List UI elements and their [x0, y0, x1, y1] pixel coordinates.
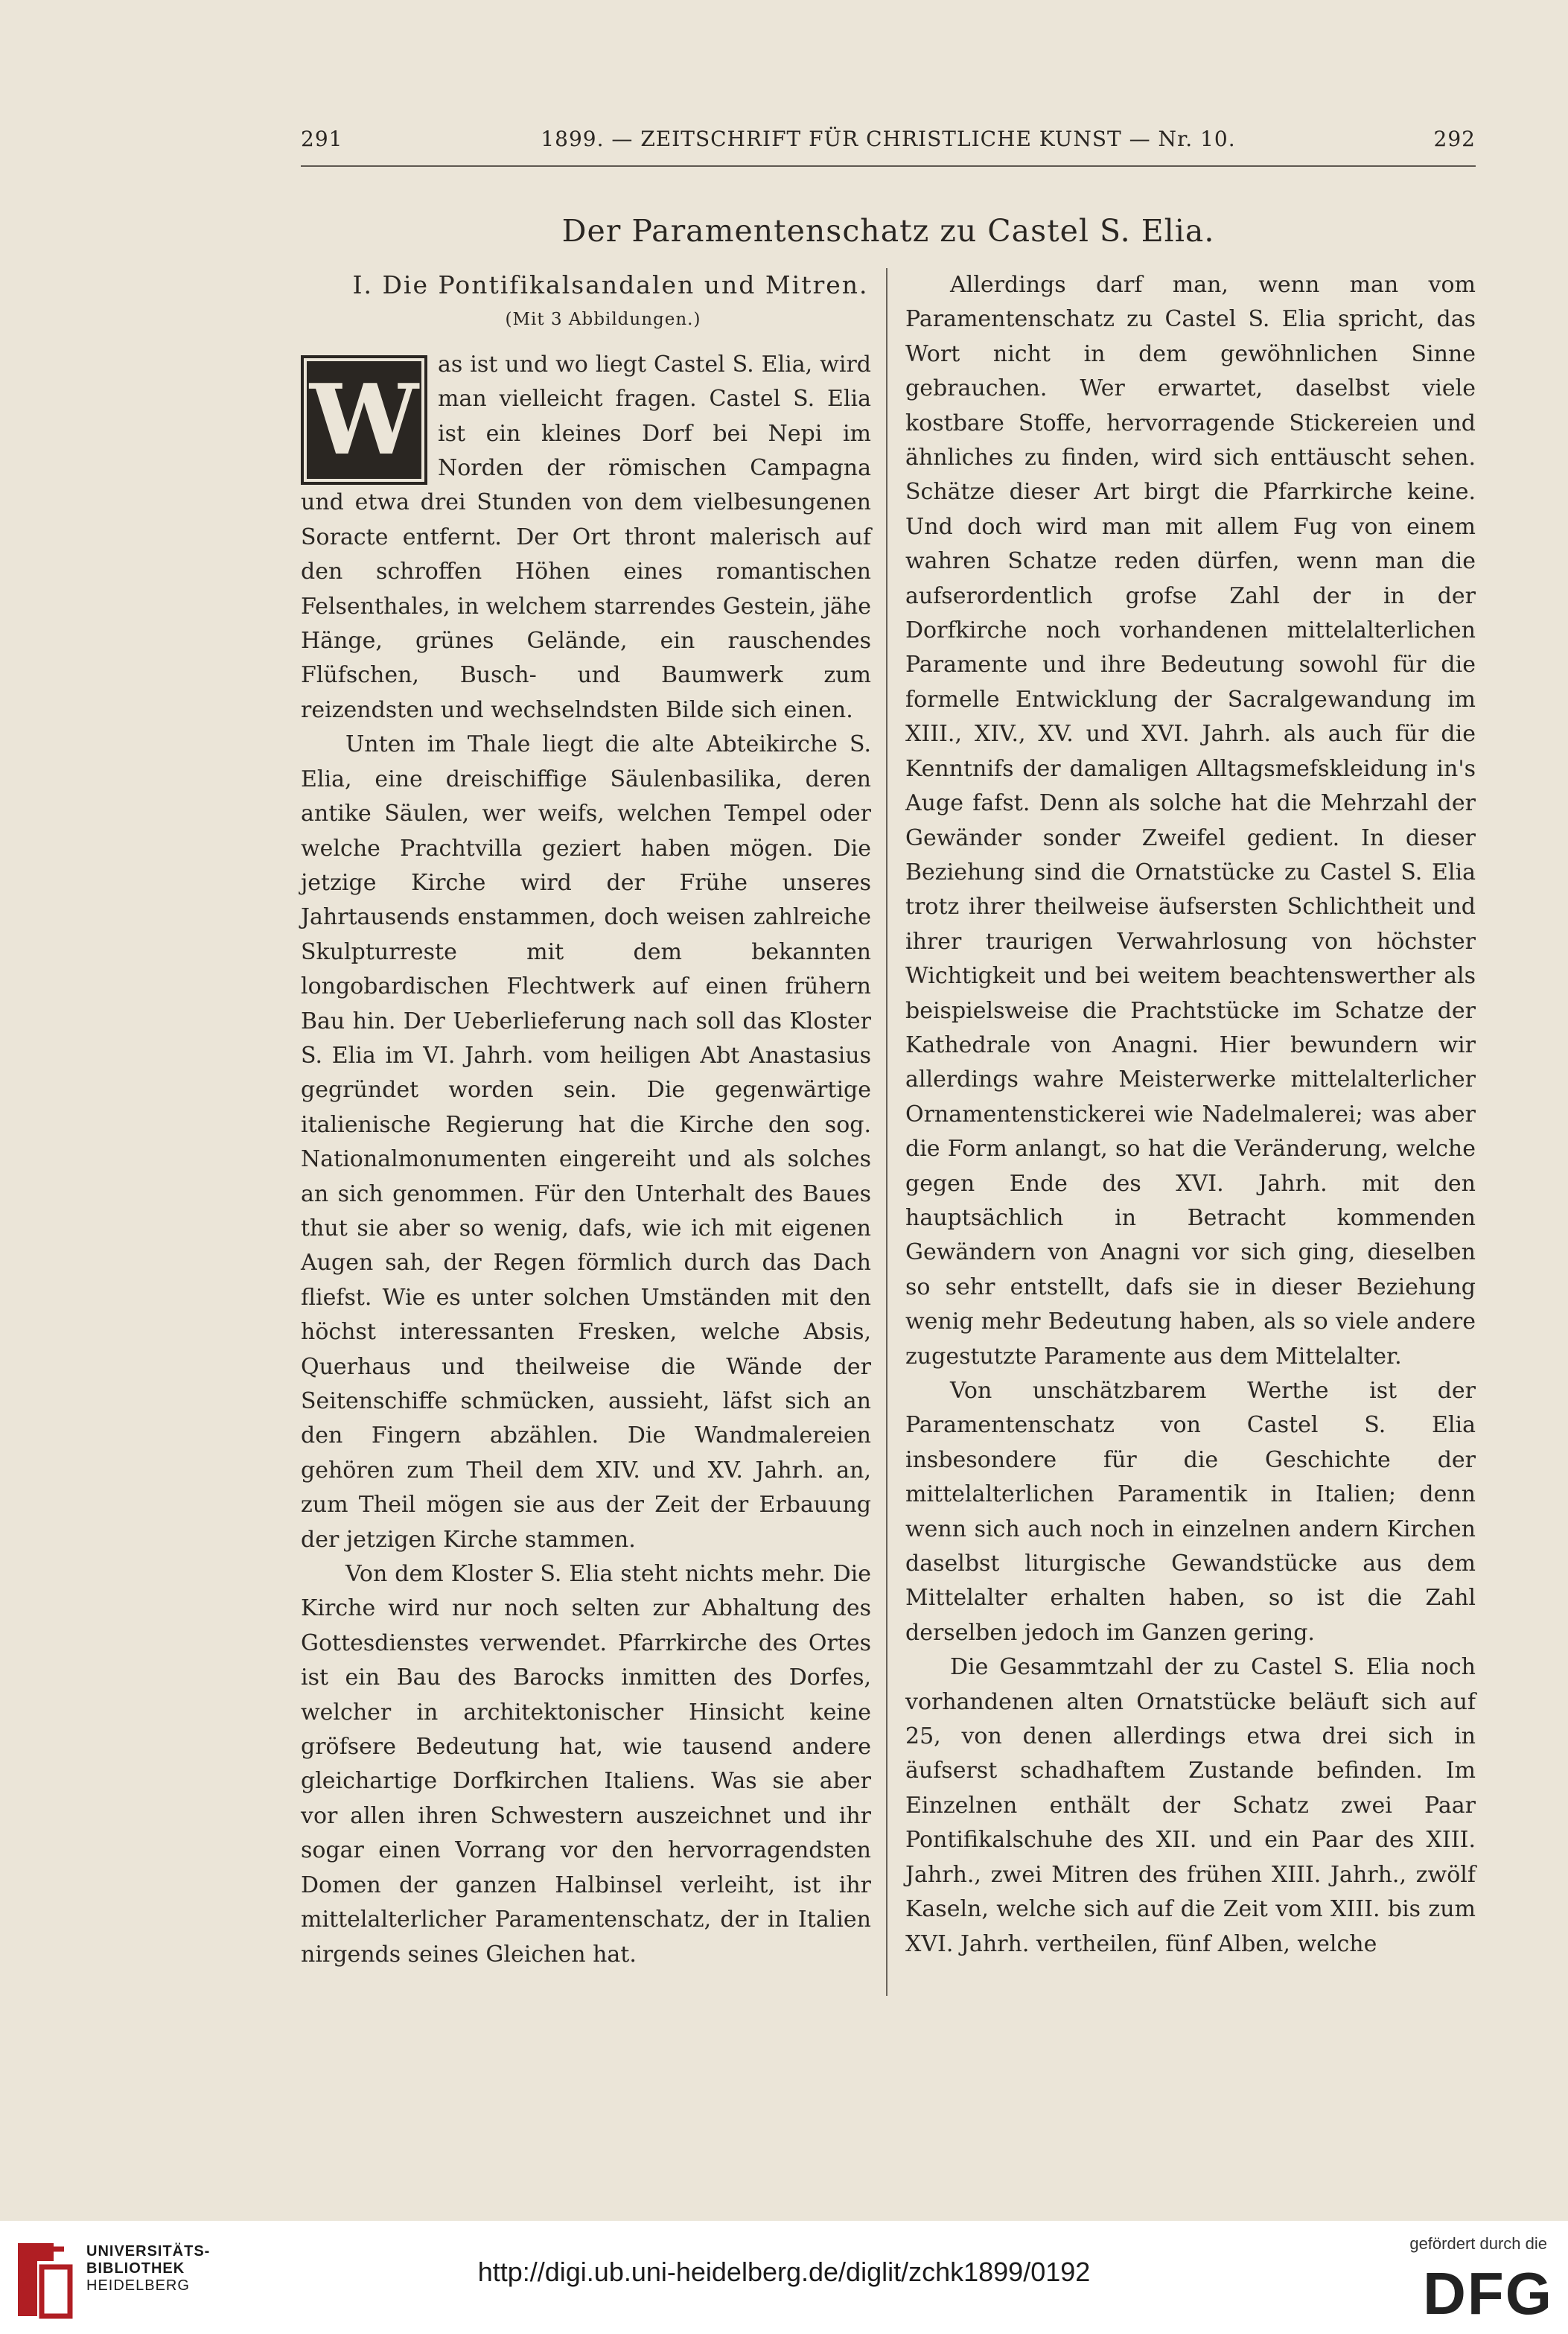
library-line: HEIDELBERG [86, 2277, 190, 2294]
dfg-logo: DFG [1423, 2260, 1553, 2327]
page-number-left: 291 [301, 127, 343, 151]
dropcap-ornament [301, 355, 427, 485]
right-column [905, 268, 1476, 1962]
paragraph: Von unschätzbarem Werthe ist der Paramentenschatz von Castel S. Elia insbesondere für die Geschichte der mittelalterlichen Paramentik in Italien; denn wenn sich auch noch in einzelnen andern Kirchen daselbst liturgische Gewandstücke aus dem Mittelalter erhalten haben, so ist die Zahl derselben jedoch im Ganzen gering. [905, 1378, 1476, 1646]
source-url-link[interactable]: http://digi.ub.uni-heidelberg.de/diglit/zchk1899/0192 [477, 2257, 1091, 2287]
library-line: BIBLIOTHEK [86, 2260, 185, 2277]
header-title: 1899. — ZEITSCHRIFT FÜR CHRISTLICHE KUNST — Nr. 10. [541, 127, 1236, 151]
paragraph: Unten im Thale liegt die alte Abteikirche S. Elia, eine dreischiffige Säulenbasilika, deren antike Säulen, wer weifs, welchen Tempel oder welche Prachtvilla geziert haben mögen. Die jetzige Kirche wird der Frühe unseres Jahrtausends enstammen, doch weisen zahlreiche Skulpturreste mit dem bekannten longobardischen Flechtwerk auf einen frühern Bau hin. Der Ueberlieferung nach soll das Kloster S. Elia im VI. Jahrh. vom heiligen Abt Anastasius gegründet worden sein. Die gegenwärtige italienische Regierung hat die Kirche den sog. Nationalmonumenten eingereiht und als solches an sich genommen. Für den Unterhalt des Baues thut sie aber so wenig, dafs, wie ich mit eigenen Augen sah, der Regen förmlich durch das Dach fliefst. Wie es unter solchen Umständen mit den höchst interessanten Fresken, welche Absis, Querhaus und theilweise die Wände der Seitenschiffe schmücken, aussieht, läfst sich an den Fingern abzählen. Die Wandmalereien gehören zum Theil dem XIV. und XV. Jahrh. an, zum Theil mögen sie aus der Zeit der Erbauung der jetzigen Kirche stammen. [301, 731, 871, 1553]
section-subtitle: (Mit 3 Abbildungen.) [505, 310, 701, 330]
column-divider [886, 268, 887, 1996]
article-title: Der Paramentenschatz zu Castel S. Elia. [561, 213, 1215, 249]
paragraph-text: as ist und wo liegt Castel S. Elia, wird man vielleicht fragen. Castel S. Elia ist ein kleines Dorf bei Nepi im Norden der römischen Campagna und etwa drei Stunden von dem vielbesungenen Soracte entfernt. Der Ort thront malerisch auf den schroffen Höhen eines romantischen Felsenthales, in welchem starrendes Gestein, jähe Hänge, grünes Gelände, ein rauschendes Flüfschen, Busch- und Baumwerk zum reizendsten und wechselndsten Bilde sich einen. [301, 351, 871, 723]
funding-note: gefördert durch die [1409, 2234, 1547, 2253]
header-rule [301, 165, 1476, 167]
paragraph [301, 348, 871, 728]
section-title: I. Die Pontifikalsandalen und Mitren. [352, 270, 869, 299]
library-line: UNIVERSITÄTS- [86, 2243, 211, 2260]
left-column [301, 268, 871, 1972]
digitization-footer [0, 2221, 1568, 2334]
paragraph: Von dem Kloster S. Elia steht nichts mehr. Die Kirche wird nur noch selten zur Abhaltung des Gottesdienstes verwendet. Pfarrkirche des Ortes ist ein Bau des Barocks inmitten des Dorfes, welcher in architektonischer Hinsicht keine gröfsere Bedeutung hat, wie tausend andere gleichartige Dorfkirchen Italiens. Was sie aber vor allen ihren Schwestern auszeichnet und ihr sogar einen Vorrang vor den hervorragendsten Domen der ganzen Halbinsel verleiht, ist ihr mittelalterlicher Paramentenschatz, der in Italien nirgends seines Gleichen hat. [301, 1561, 871, 1968]
paragraph: Die Gesammtzahl der zu Castel S. Elia noch vorhandenen alten Ornatstücke beläuft sich auf 25, von denen allerdings etwa drei sich in äufserst schadhaftem Zustande befinden. Im Einzelnen enthält der Schatz zwei Paar Pontifikalschuhe des XII. und ein Paar des XIII. Jahrh., zwei Mitren des frühen XIII. Jahrh., zwölf Kaseln, welche sich auf die Zeit vom XIII. bis zum XVI. Jahrh. vertheilen, fünf Alben, welche [905, 1654, 1476, 1957]
dropcap-letter: W [310, 362, 418, 477]
page-number-right: 292 [1433, 127, 1476, 151]
paragraph: Allerdings darf man, wenn man vom Paramentenschatz zu Castel S. Elia spricht, das Wort nicht in dem gewöhnlichen Sinne gebrauchen. Wer erwartet, daselbst viele kostbare Stoffe, hervorragende Stickereien und ähnliches zu finden, wird sich enttäuscht sehen. Schätze dieser Art birgt die Pfarrkirche keine. Und doch wird man mit allem Fug von einem wahren Schatze reden dürfen, wenn man die aufserordentlich grofse Zahl der in der Dorfkirche noch vorhandenen mittelalterlichen Paramente und ihre Bedeutung sowohl für die formelle Entwicklung der Sacralgewandung im XIII., XIV., XV. und XVI. Jahrh. als auch für die Kenntnifs der damaligen Alltagsmefskleidung in's Auge fafst. Denn als solche hat die Mehrzahl der Gewänder sonder Zweifel gedient. In dieser Beziehung sind die Ornatstücke zu Castel S. Elia trotz ihrer theilweise äufsersten Schlichtheit und ihrer traurigen Verwahrlosung von höchster Wichtigkeit und bei weitem beachtenswerther als beispielsweise die Prachtstücke im Schatze der Kathedrale von Anagni. Hier bewundern wir allerdings wahre Meisterwerke mittelalterlicher Ornamentenstickerei wie Nadelmalerei; was aber die Form anlangt, so hat die Veränderung, welche gegen Ende des XVI. Jahrh. mit den hauptsächlich in Betracht kommenden Gewändern von Anagni vor sich ging, dieselben so sehr entstellt, dafs sie in dieser Beziehung wenig mehr Bedeutung haben, als so viele andere zugestutzte Paramente aus dem Mittelalter. [905, 272, 1476, 1370]
